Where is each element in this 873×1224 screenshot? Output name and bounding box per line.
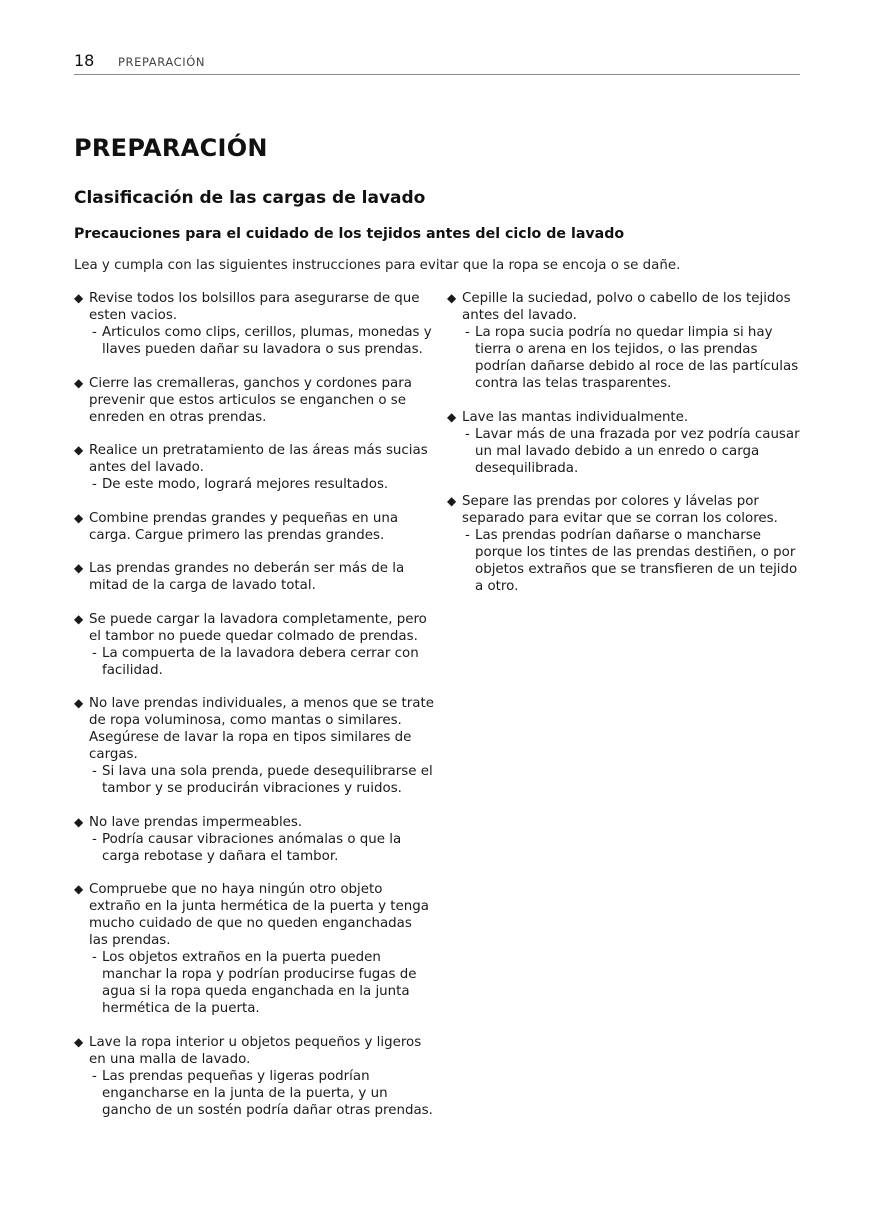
page-number: 18 — [74, 51, 95, 70]
dash-marker: - — [465, 528, 470, 543]
diamond-bullet-icon: ◆ — [74, 611, 84, 626]
list-item-text: Las prendas grandes no deberán ser más de la mitad de la carga de lavado total. — [89, 561, 405, 593]
diamond-bullet-icon: ◆ — [74, 814, 84, 829]
list-item — [74, 814, 434, 865]
dash-marker: - — [92, 325, 97, 340]
subsection-title: Precauciones para el cuidado de los tejidos antes del ciclo de lavado — [74, 226, 625, 242]
list-item-subnote — [462, 426, 809, 477]
diamond-bullet-icon: ◆ — [74, 696, 84, 710]
dash-marker: - — [465, 325, 470, 340]
header-section-label: PREPARACIÓN — [118, 55, 206, 69]
list-item-text: Separe las prendas por colores y lávelas por separado para evitar que se corran los colores. — [462, 494, 778, 526]
list-item — [74, 611, 434, 679]
subnote-text: De este modo, logrará mejores resultados. — [102, 477, 389, 492]
subnote-text: Las prendas podrían dañarse o mancharse porque los tintes de las prendas destiñen, o por objetos extraños que se transfieren de un tejido a otro. — [475, 528, 798, 594]
list-item — [74, 375, 434, 426]
subnote-text: Articulos como clips, cerillos, plumas, monedas y llaves pueden dañar su lavadora o sus prendas. — [102, 325, 432, 357]
list-item — [74, 560, 434, 594]
subnote-text: La compuerta de la lavadora debera cerrar con facilidad. — [102, 645, 419, 678]
list-item-text: Lave las mantas individualmente. — [462, 409, 689, 425]
left-column — [74, 290, 434, 1135]
list-item — [74, 510, 434, 544]
list-item — [447, 493, 809, 595]
diamond-bullet-icon: ◆ — [447, 409, 457, 424]
subnote-text: Lavar más de una frazada por vez podría causar un mal lavado debido a un enredo o carga desequilibrada. — [475, 426, 800, 476]
list-item — [74, 442, 434, 493]
subnote-text: Podría causar vibraciones anómalas o que la carga rebotase y dañara el tambor. — [102, 831, 402, 864]
diamond-bullet-icon: ◆ — [74, 882, 84, 896]
list-item — [74, 1034, 434, 1119]
list-item-subnote — [89, 645, 434, 679]
subnote-text: La ropa sucia podría no quedar limpia si hay tierra o arena en los tejidos, o las prendas podrían dañarse debido al roce de las partículas contra las telas trasparentes. — [475, 325, 799, 391]
diamond-bullet-icon: ◆ — [74, 291, 84, 305]
diamond-bullet-icon: ◆ — [74, 375, 84, 390]
list-item-subnote — [89, 763, 434, 797]
diamond-bullet-icon: ◆ — [447, 494, 457, 508]
diamond-bullet-icon: ◆ — [74, 561, 84, 575]
subnote-text: Los objetos extraños en la puerta pueden manchar la ropa y podrían producirse fugas de agua si la ropa queda enganchada en la junta hermética de la puerta. — [102, 950, 417, 1016]
list-item-text: Combine prendas grandes y pequeñas en una carga. Cargue primero las prendas grandes. — [89, 510, 399, 543]
list-item-subnote — [89, 831, 434, 865]
diamond-bullet-icon: ◆ — [74, 1034, 84, 1049]
dash-marker: - — [92, 477, 97, 492]
section-title: Clasificación de las cargas de lavado — [74, 188, 426, 208]
diamond-bullet-icon: ◆ — [74, 443, 84, 457]
list-item-text: Compruebe que no haya ningún otro objeto extraño en la junta hermética de la puerta y tenga mucho cuidado de que no queden enganchadas las prendas. — [89, 882, 429, 948]
list-item-text: Cepille la suciedad, polvo o cabello de los tejidos antes del lavado. — [462, 291, 791, 323]
intro-paragraph: Lea y cumpla con las siguientes instrucciones para evitar que la ropa se encoja o se dañe. — [74, 258, 681, 273]
dash-marker: - — [92, 950, 97, 965]
list-item — [447, 409, 809, 477]
list-item-text: Se puede cargar la lavadora completamente, pero el tambor no puede quedar colmado de prendas. — [89, 611, 427, 644]
list-item-text: Cierre las cremalleras, ganchos y cordones para prevenir que estos articulos se enganchen o se enreden en otras prendas. — [89, 375, 412, 425]
list-item — [447, 290, 809, 392]
right-column — [447, 290, 809, 612]
list-item — [74, 695, 434, 797]
list-item-text: No lave prendas impermeables. — [89, 814, 303, 830]
dash-marker: - — [92, 1068, 97, 1084]
list-item-text: No lave prendas individuales, a menos que se trate de ropa voluminosa, como mantas o similares. Asegúrese de lavar la ropa en tipos similares de cargas. — [89, 696, 434, 762]
diamond-bullet-icon: ◆ — [74, 510, 84, 525]
list-item-text: Realice un pretratamiento de las áreas más sucias antes del lavado. — [89, 443, 428, 475]
page-header — [74, 50, 800, 75]
list-item-subnote — [89, 1068, 434, 1119]
subnote-text: Si lava una sola prenda, puede desequilibrarse el tambor y se producirán vibraciones y ruidos. — [102, 764, 433, 796]
dash-marker: - — [92, 831, 97, 847]
subnote-text: Las prendas pequeñas y ligeras podrían engancharse en la junta de la puerta, y un gancho de un sostén podría dañar otras prendas. — [102, 1068, 433, 1118]
list-item-subnote — [462, 527, 809, 595]
list-item-subnote — [462, 324, 809, 392]
diamond-bullet-icon: ◆ — [447, 291, 457, 305]
list-item-subnote — [89, 324, 434, 358]
dash-marker: - — [465, 426, 470, 442]
list-item — [74, 290, 434, 358]
list-item-subnote — [89, 476, 434, 493]
list-item-text: Revise todos los bolsillos para asegurarse de que esten vacios. — [89, 291, 420, 323]
list-item — [74, 881, 434, 1017]
page-title: PREPARACIÓN — [74, 134, 268, 162]
dash-marker: - — [92, 764, 97, 779]
list-item-text: Lave la ropa interior u objetos pequeños y ligeros en una malla de lavado. — [89, 1034, 422, 1067]
dash-marker: - — [92, 645, 97, 661]
list-item-subnote — [89, 949, 434, 1017]
